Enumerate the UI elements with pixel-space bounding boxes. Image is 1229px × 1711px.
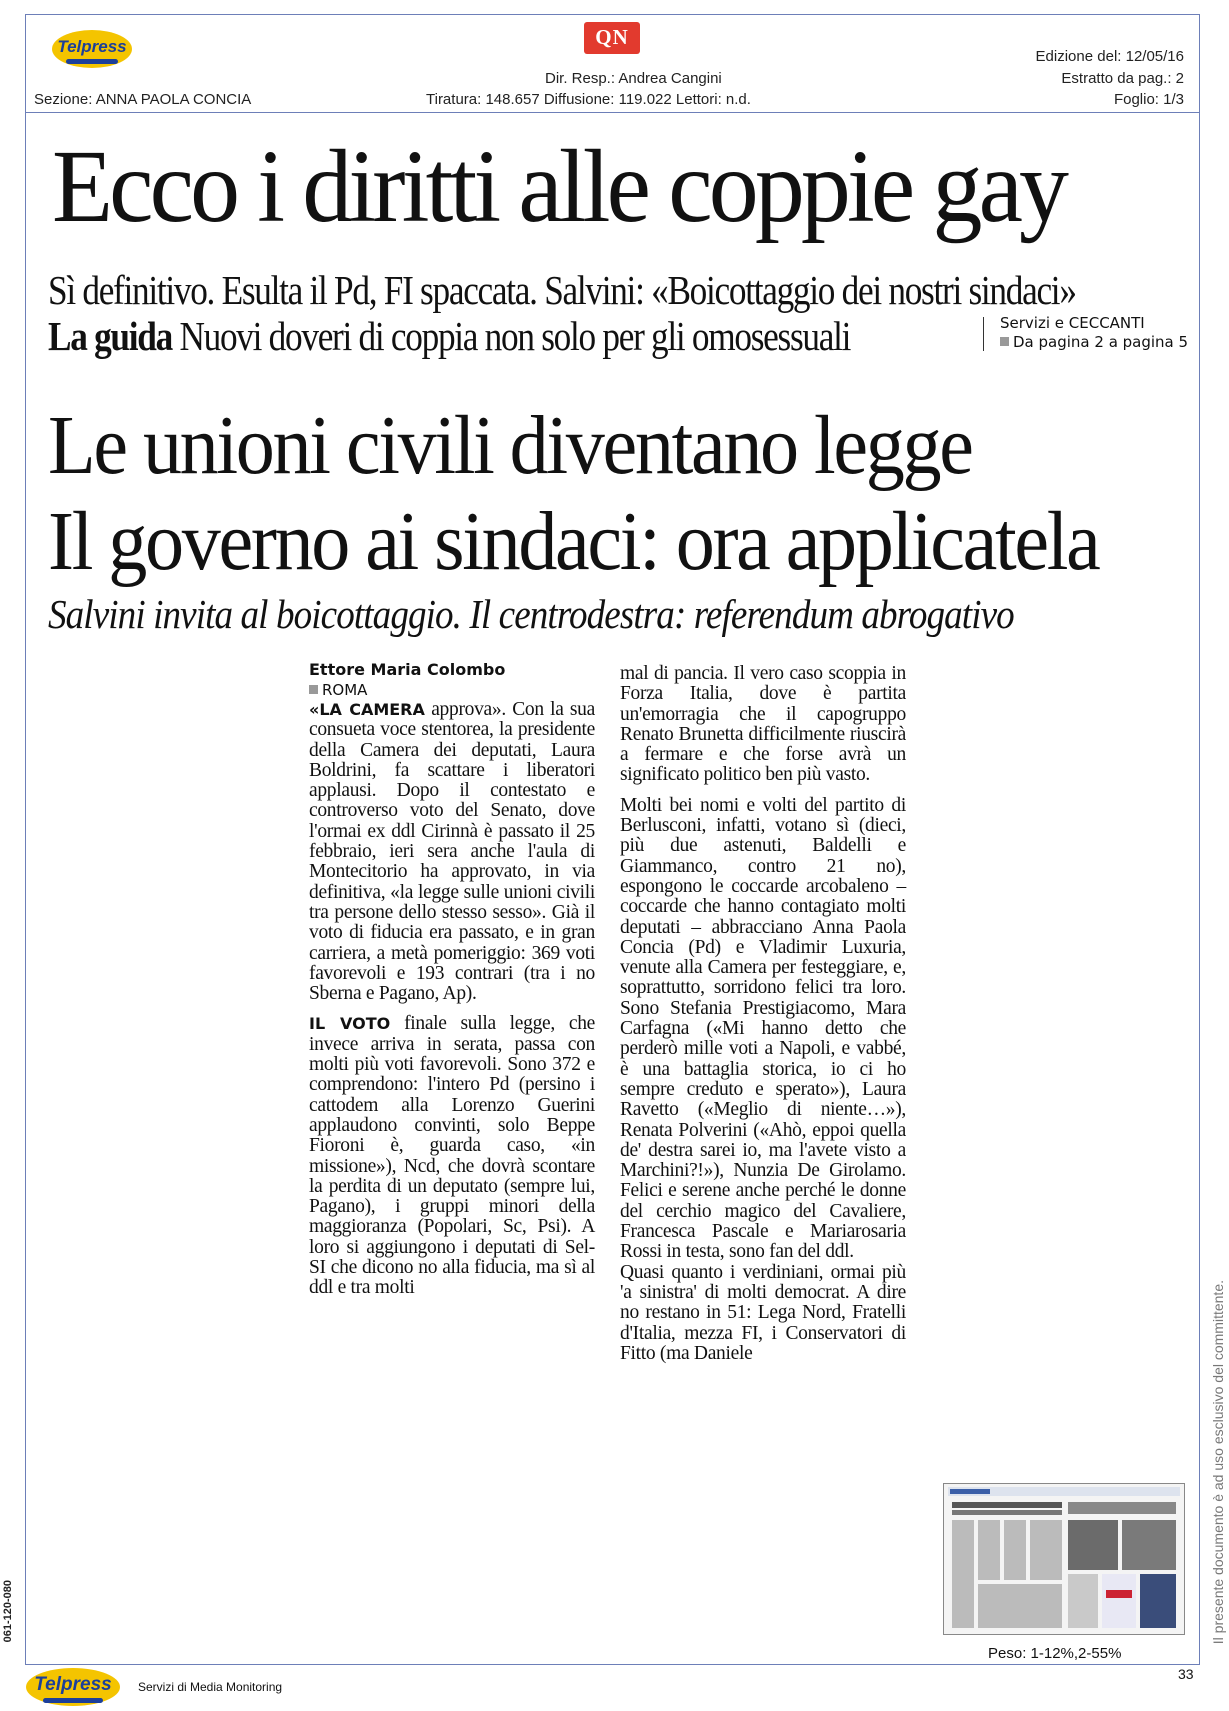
author-byline: Ettore Maria Colombo bbox=[309, 660, 506, 679]
document-code-text: 061-120-080 bbox=[2, 1580, 14, 1643]
telpress-logo-text: Telpress bbox=[57, 37, 127, 56]
page-frame bbox=[25, 14, 1200, 1665]
article-kicker: Salvini invita al boicottaggio. Il centrodestra: referendum abrogativo bbox=[48, 591, 1014, 637]
sheet-number: Foglio: 1/3 bbox=[1113, 91, 1184, 108]
telpress-footer-logo bbox=[26, 1668, 120, 1706]
disclaimer-vertical bbox=[1210, 1280, 1229, 1700]
main-subheadline: Sì definitivo. Esulta il Pd, FI spaccata. Salvini: «Boicottaggio dei nostri sindaci» bbox=[48, 267, 1076, 313]
article-paragraph: Molti bei nomi e volti del partito di Berlusconi, infatti, votano sì (dieci, più due astenuti, Baldelli e Giammanco, contro 21 no), espongono le coccarde arcobaleno – coccarde che hanno contagiato molti deputati – abbracciano Anna Paola Concia (Pd) e Vladimir Luxuria, venute alla Camera per festeggiare, e, soprattutto, sorridono felici tra loro. Sono Stefania Prestigiacomo, Mara Carfagna («Mi hanno detto che perderò mille voti a Napoli, e vabbé, è una battaglia storica, io ci ho sempre creduto e sperato»), Laura Ravetto («Meglio di niente…»), Renata Polverini («Ahò, eppoi quella de' destra sarei io, ma l'avete visto a Marchini?!»), Nunzia De Girolamo. Felici e serene anche perché le donne del cerchio magico del Cavaliere, Francesca Pascale e Mariarosaria Rossi in testa, sono fan del ddl. bbox=[620, 794, 906, 1263]
dateline bbox=[309, 681, 367, 699]
guide-text: Nuovi doveri di coppia non solo per gli omosessuali bbox=[171, 313, 851, 359]
dateline-text: ROMA bbox=[322, 681, 368, 699]
article-column-1 bbox=[309, 700, 595, 1299]
paragraph-lead: IL VOTO bbox=[309, 1014, 391, 1034]
article-title-line1: Le unioni civili diventano legge bbox=[48, 399, 972, 492]
article-column-2 bbox=[620, 664, 906, 1364]
article-paragraph bbox=[309, 1014, 595, 1298]
page-thumbnail-image bbox=[944, 1484, 1184, 1634]
document-code-vertical bbox=[2, 1580, 18, 1690]
refs-divider bbox=[983, 317, 984, 351]
article-title-line2: Il governo ai sindaci: ora applicatela bbox=[48, 495, 1099, 588]
main-headline: Ecco i diritti alle coppie gay bbox=[52, 129, 1066, 244]
extract-page: Estratto da pag.: 2 bbox=[1061, 70, 1184, 87]
director-label: Dir. Resp.: Andrea Cangini bbox=[545, 70, 722, 87]
section-label: Sezione: ANNA PAOLA CONCIA bbox=[34, 91, 252, 108]
page-thumbnail bbox=[943, 1483, 1185, 1635]
weight-label: Peso: 1-12%,2-55% bbox=[988, 1645, 1122, 1662]
paragraph-lead: «LA CAMERA bbox=[309, 700, 425, 719]
guide-label: La guida bbox=[48, 313, 172, 359]
guide-line bbox=[48, 312, 850, 360]
edition-date: Edizione del: 12/05/16 bbox=[1035, 48, 1184, 65]
page-references bbox=[1000, 314, 1188, 352]
article-paragraph: Quasi quanto i verdiniani, ormai più 'a sinistra' di molti democrat. A dire no restano in 51: Lega Nord, Fratelli d'Italia, mezza FI, i Conservatori di Fitto (ma Daniele bbox=[620, 1261, 906, 1364]
footer-service-label: Servizi di Media Monitoring bbox=[138, 1680, 283, 1694]
article-paragraph bbox=[309, 700, 595, 1004]
qn-masthead-logo: QN bbox=[584, 22, 640, 54]
telpress-footer-logo-text: Telpress bbox=[34, 1674, 112, 1695]
bullet-square-icon bbox=[309, 685, 318, 694]
telpress-logo bbox=[52, 30, 132, 68]
bullet-square-icon bbox=[1000, 337, 1009, 346]
article-paragraph: mal di pancia. Il vero caso scoppia in Forza Italia, dove è partita un'emorragia che il capogruppo Renato Brunetta difficilmente riuscirà a fermare e che forse avrà un significato politico ben più vasto. bbox=[620, 663, 906, 786]
circulation-label: Tiratura: 148.657 Diffusione: 119.022 Lettori: n.d. bbox=[426, 91, 751, 108]
pages-reference: Da pagina 2 a pagina 5 bbox=[1013, 333, 1189, 351]
paragraph-body: finale sulla legge, che invece arriva in serata, passa con molti più voti favorevoli. Sono 372 e comprendono: l'intero Pd (persino i cattodem alla Lorenzo Guerini applaudono convinti, solo Beppe Fioroni è, guarda caso, «in missione»), Ncd, che dovrà scontare la perdita di un deputato (sempre lui, Pagano), i gruppi minori della maggioranza (Popolari, Sc, Psi). A loro si aggiungono i deputati di Sel-SI che dicono no alla fiducia, ma sì al ddl e tra molti bbox=[309, 1013, 596, 1299]
page-number: 33 bbox=[1178, 1666, 1194, 1682]
disclaimer-text: Il presente documento è ad uso esclusivo del committente. bbox=[1210, 1280, 1226, 1645]
services-label: Servizi e CECCANTI bbox=[1000, 314, 1145, 332]
paragraph-body: approva». Con la sua consueta voce stentorea, la presidente della Camera dei deputati, Laura Boldrini, fa scattare i liberatori applausi. Dopo il contestato e controverso voto del Senato, dove l'ormai ex ddl Cirinnà è passato il 25 febbraio, ieri sera anche l'aula di Montecitorio ha approvato, in via definitiva, «la legge sulle unioni civili tra persone dello stesso sesso». Già il voto di fiducia era passato, e in gran carriera, a metà pomeriggio: 369 voti favorevoli e 193 contrari (tra i no Sberna e Pagano, Ap). bbox=[309, 699, 595, 1005]
header-divider bbox=[25, 112, 1200, 113]
